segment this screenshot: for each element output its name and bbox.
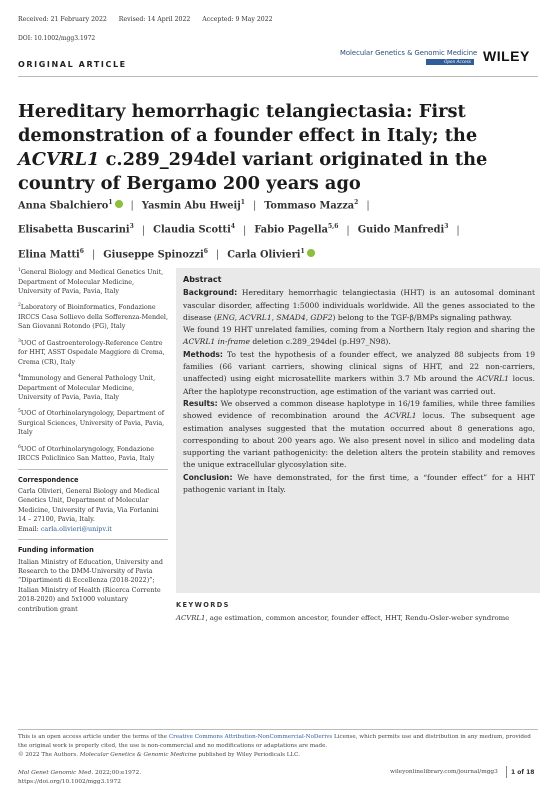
methods-label: Methods:	[183, 349, 223, 359]
para2-text: We found 19 HHT unrelated families, coming from a Northern Italy region and sharing the	[183, 325, 535, 335]
author-affiliation-number: 5,6	[327, 223, 339, 231]
author-separator: |	[456, 224, 460, 236]
affiliation-list	[18, 266, 168, 464]
abstract-heading: Abstract	[183, 275, 222, 284]
author-name[interactable]: Claudia Scotti	[153, 224, 231, 236]
affiliation-number: 6	[18, 444, 21, 450]
affiliation-item	[18, 407, 168, 437]
correspondence-address: Carla Olivieri, General Biology and Medical Genetics Unit, Department of Molecular Medicine, University of Pavia, Via Forlanini 14 – 27100, Pavia, Italy.	[18, 487, 160, 524]
para2-italic: ACVRL1 in-frame	[183, 337, 250, 347]
author-name[interactable]: Carla Olivieri	[227, 248, 301, 260]
copyright-text: © 2022 The Authors.	[18, 752, 80, 758]
background-text-end: ) belong to the TGF-β/BMPs signaling pathway.	[332, 312, 513, 322]
results-label: Results:	[183, 398, 218, 408]
page-number: 1 of 18	[511, 769, 535, 776]
license-notice	[18, 733, 538, 760]
affiliation-item	[18, 301, 168, 331]
background-label: Background:	[183, 288, 238, 298]
author-name[interactable]: Guido Manfredi	[357, 224, 445, 236]
author-name[interactable]: Anna Sbalchiero	[18, 200, 109, 212]
conclusion-text: We have demonstrated, for the first time, a “founder effect” for a HHT pathogenic variant in Italy.	[183, 472, 535, 495]
author-affiliation-number: 1	[300, 247, 305, 255]
affiliation-item	[18, 443, 168, 464]
affiliation-item	[18, 266, 168, 296]
author-name[interactable]: Yasmin Abu Hweij	[141, 200, 241, 212]
received-date: Received: 21 February 2022	[18, 16, 107, 23]
author-separator: |	[366, 200, 370, 212]
methods-gene: ACVRL1	[476, 374, 509, 384]
email-label: Email:	[18, 524, 41, 533]
correspondence-text	[18, 487, 168, 534]
abstract-para2	[183, 324, 535, 349]
title-part2: c.289_294del variant originated in the country of Bergamo 200 years ago	[18, 149, 488, 194]
affiliation-number: 3	[18, 338, 21, 344]
author-separator: |	[346, 224, 350, 236]
copyright-journal: Molecular Genetics & Genomic Medicine	[79, 752, 197, 758]
results-gene: ACVRL1	[384, 411, 417, 421]
affiliation-item	[18, 372, 168, 402]
background-genes: ENG, ACVRL1, SMAD4, GDF2	[216, 312, 333, 322]
keyword-list: , age estimation, common ancestor, founder effect, HHT, Rendu-Osler-weber syndrome	[205, 614, 510, 622]
doi[interactable]: DOI: 10.1002/mgg3.1972	[18, 35, 96, 42]
author-affiliation-number: 1	[108, 199, 113, 206]
author-separator: |	[91, 248, 96, 260]
abstract-conclusion	[183, 472, 535, 497]
copyright-text-end: published by Wiley Periodicals LLC.	[196, 752, 301, 758]
author-name[interactable]: Tommaso Mazza	[264, 200, 355, 212]
citation-rest: . 2022;00:e1972.	[91, 770, 142, 776]
affiliation-text: UOC of Otorhinolaryngology, Fondazione IRCCS Policlinico San Matteo, Pavia, Italy	[18, 444, 155, 463]
author-separator: |	[141, 224, 146, 236]
methods-text-end: locus. After the haplotype reconstruction, age estimation of the variant was carried out.	[183, 374, 535, 396]
author-name[interactable]: Fabio Pagella	[254, 224, 328, 236]
affiliation-number: 2	[18, 303, 21, 309]
keyword-gene: ACVRL1	[176, 614, 206, 622]
author-affiliation-number: 2	[354, 199, 359, 206]
author-affiliation-number: 3	[444, 223, 449, 231]
conclusion-label: Conclusion:	[183, 472, 233, 482]
affiliation-number: 4	[18, 374, 21, 380]
affiliation-item	[18, 337, 168, 367]
footer-divider	[506, 766, 507, 778]
license-divider	[18, 729, 538, 730]
license-text: This is an open access article under the terms of the	[18, 734, 169, 740]
author-list	[18, 192, 538, 265]
author-affiliation-number: 4	[230, 223, 235, 231]
author-affiliation-number: 1	[240, 199, 245, 206]
wiley-logo[interactable]: WILEY	[483, 48, 530, 64]
keywords-heading: KEYWORDS	[176, 601, 230, 609]
affiliation-text: UOC of Otorhinolaryngology, Department of Surgical Sciences, University of Pavia, Pavia, Italy	[18, 409, 165, 437]
email-link[interactable]: carla.olivieri@unipv.it	[40, 524, 112, 533]
author-affiliation-number: 6	[79, 247, 84, 255]
orcid-icon[interactable]	[307, 249, 315, 257]
license-link[interactable]: Creative Commons Attribution-NonCommercial-NoDerivs	[168, 734, 333, 740]
article-title	[18, 100, 538, 196]
open-access-badge: Open Access	[426, 59, 474, 65]
abstract-background	[183, 287, 535, 324]
background-text: Hereditary hemorrhagic telangiectasia (HHT) is an autosomal dominant vascular disorder, affecting 1:5000 individuals worldwide. All the genes associated to the disease (	[183, 288, 535, 322]
citation-journal: Mol Genet Genomic Med	[18, 770, 92, 776]
correspondence-heading: Correspondence	[18, 475, 79, 484]
header-divider	[18, 76, 538, 77]
affiliation-text: UOC of Gastroenterology-Reference Centre for HHT, ASST Ospedale Maggiore di Crema, Crema (CR), Italy	[18, 338, 165, 366]
orcid-icon[interactable]	[115, 200, 123, 208]
abstract-methods	[183, 349, 535, 398]
affiliation-column	[18, 266, 168, 619]
author-affiliation-number: 6	[203, 247, 208, 255]
author-separator: |	[243, 224, 247, 236]
footer-citation	[18, 769, 141, 787]
para2-text-end: deletion c.289_294del (p.H97_N98).	[249, 337, 391, 347]
results-text: We observed a common disease haplotype in 16/19 families, while three families showed evidence of recombination around the	[183, 398, 535, 421]
accepted-date: Accepted: 9 May 2022	[202, 16, 273, 23]
funding-heading: Funding information	[18, 546, 94, 555]
revised-date: Revised: 14 April 2022	[118, 16, 191, 23]
author-name[interactable]: Elina Matti	[18, 248, 80, 260]
affiliation-text: Immunology and General Pathology Unit, Department of Molecular Medicine, University of Pavia, Pavia, Italy	[18, 374, 156, 401]
affiliation-divider	[18, 469, 168, 470]
affiliation-number: 5	[18, 409, 21, 415]
author-name[interactable]: Giuseppe Spinozzi	[103, 248, 204, 260]
author-separator: |	[130, 200, 134, 212]
abstract-results	[183, 398, 535, 472]
abstract	[183, 274, 535, 496]
funding-text: Italian Ministry of Education, University and Research to the DMM-University of Pavia “Dipartimenti di Eccellenza (2018-2022)”; Italian Ministry of Health (Ricerca Corrente 2018-2020) and 5x1000 voluntary contribution grant	[18, 557, 163, 613]
author-affiliation-number: 3	[129, 223, 134, 231]
author-separator: |	[215, 248, 220, 260]
license-text-end: License, which permits use and distribution in any medium, provided the original work is properly cited, the use is non-commercial and no modifications or adaptations are made.	[18, 734, 531, 749]
title-part1: Hereditary hemorrhagic telangiectasia: First demonstration of a founder effect in Italy; the	[18, 101, 478, 146]
affiliation-text: General Biology and Medical Genetics Unit, Department of Molecular Medicine, University of Pavia, Pavia, Italy	[18, 268, 164, 295]
methods-text: To test the hypothesis of a founder effect, we analyzed 88 subjects from 19 families (66 variant carriers, showing clinical signs of HHT, and 22 non-carriers, unaffected) using eight microsatellite markers within 3.7 Mb around the	[183, 349, 535, 384]
affiliation-text: Laboratory of Bioinformatics, Fondazione IRCCS Casa Sollievo della Sofferenza-Mendel, San Giovanni Rotondo (FG), Italy	[18, 303, 169, 331]
title-gene: ACVRL1	[18, 149, 100, 170]
footer-doi-link[interactable]: https://doi.org/10.1002/mgg3.1972	[18, 779, 121, 785]
publication-dates	[18, 16, 273, 23]
results-text-end: locus. The subsequent age estimation analyses suggested that the mutation occurred about 8 generations ago, corresponding to about 200 years ago. We also present novel in silico and modeling data supporting the variant pathogenicity: the deletion alters the protein stability and removes the unique extracellular glycosylation site.	[183, 411, 535, 470]
author-separator: |	[252, 200, 257, 212]
correspondence-divider	[18, 539, 168, 540]
article-type: ORIGINAL ARTICLE	[18, 60, 127, 69]
affiliation-number: 1	[18, 268, 21, 273]
keywords	[176, 613, 526, 623]
footer-site-link[interactable]: wileyonlinelibrary.com/journal/mgg3	[390, 769, 498, 775]
author-name[interactable]: Elisabetta Buscarini	[18, 224, 130, 236]
journal-name[interactable]: Molecular Genetics & Genomic Medicine	[340, 49, 478, 57]
